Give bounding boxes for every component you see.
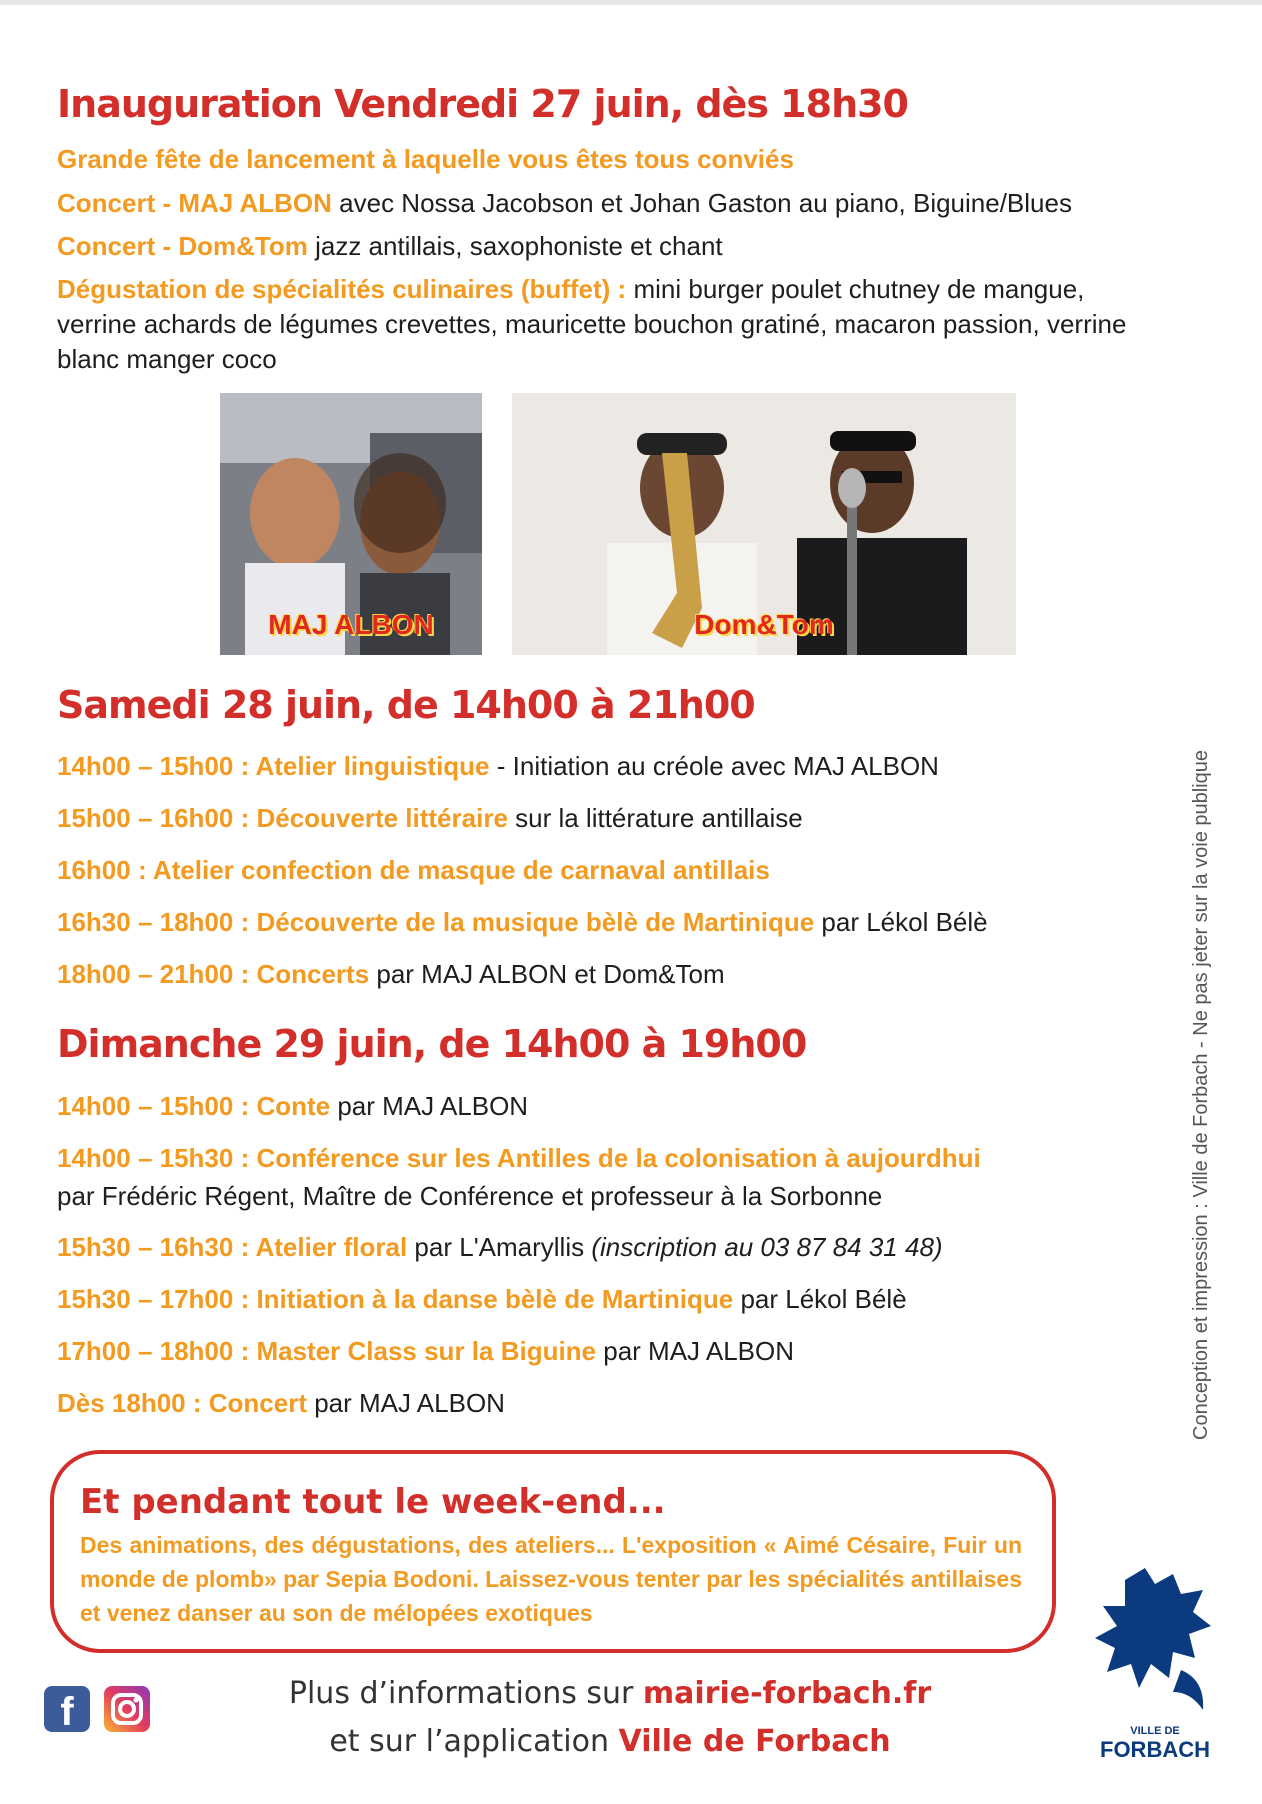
weekend-box	[50, 1450, 1056, 1653]
photo-caption-dom-tom: Dom&Tom	[694, 609, 834, 640]
dimanche-item-1: 14h00 – 15h00 : Conte par MAJ ALBON	[57, 1091, 529, 1121]
app-name: Ville de Forbach	[618, 1724, 891, 1759]
samedi-item-4: 16h30 – 18h00 : Découverte de la musique bèlè de Martinique par Lékol Bélè	[57, 907, 988, 937]
inauguration-intro: Grande fête de lancement à laquelle vous êtes tous conviés	[57, 144, 794, 174]
facebook-icon[interactable]: f	[44, 1686, 90, 1732]
instagram-icon[interactable]	[104, 1686, 150, 1732]
concert-dom-tom: Concert - Dom&Tom jazz antillais, saxophoniste et chant	[57, 231, 723, 261]
dimanche-item-2: 14h00 – 15h30 : Conférence sur les Antilles de la colonisation à aujourdhui	[57, 1143, 981, 1173]
degustation-text: Dégustation de spécialités culinaires (buffet) : mini burger poulet chutney de mangue, verrine achards de légumes crevettes, mauricette bouchon gratiné, macaron passion, verrine blanc manger coco	[57, 274, 1127, 374]
dimanche-item-2-detail: par Frédéric Régent, Maître de Conférence et professeur à la Sorbonne	[57, 1181, 883, 1211]
info-line-site: Plus d’informations sur mairie-forbach.fr	[288, 1676, 932, 1711]
dimanche-item-6: Dès 18h00 : Concert par MAJ ALBON	[57, 1388, 505, 1418]
photo-maj-albon	[220, 393, 482, 655]
samedi-item-5: 18h00 – 21h00 : Concerts par MAJ ALBON et Dom&Tom	[57, 959, 725, 989]
samedi-item-1: 14h00 – 15h00 : Atelier linguistique - Initiation au créole avec MAJ ALBON	[57, 751, 939, 781]
vertical-credit: Conception et impression : Ville de Forbach - Ne pas jeter sur la voie publique	[1190, 750, 1212, 1440]
top-border	[0, 0, 1262, 5]
logo-small-text: VILLE DE	[1130, 1725, 1180, 1737]
photo-dom-tom	[512, 393, 1016, 655]
weekend-title: Et pendant tout le week-end...	[80, 1482, 666, 1522]
weekend-text: Des animations, des dégustations, des ateliers... L'exposition « Aimé Césaire, Fuir un monde de plomb» par Sepia Bodoni. Laissez-vous tenter par les spécialités antillaises et venez danser au son de mélopées exotiques	[80, 1532, 1023, 1626]
concert-maj-albon: Concert - MAJ ALBON avec Nossa Jacobson et Johan Gaston au piano, Biguine/Blues	[57, 188, 1072, 218]
forbach-logo	[1085, 1560, 1225, 1763]
samedi-item-2: 15h00 – 16h00 : Découverte littéraire sur la littérature antillaise	[57, 803, 803, 833]
photo-caption-maj-albon: MAJ ALBON	[268, 609, 434, 640]
info-line-app: et sur l’application Ville de Forbach	[329, 1724, 891, 1759]
dimanche-item-5: 17h00 – 18h00 : Master Class sur la Biguine par MAJ ALBON	[57, 1336, 794, 1366]
dimanche-item-4: 15h30 – 17h00 : Initiation à la danse bèlè de Martinique par Lékol Bélè	[57, 1284, 907, 1314]
logo-big-text: FORBACH	[1100, 1737, 1210, 1762]
lion-icon	[1085, 1560, 1225, 1720]
dimanche-item-3: 15h30 – 16h30 : Atelier floral par L'Amaryllis (inscription au 03 87 84 31 48)	[57, 1232, 943, 1262]
site-link[interactable]: mairie-forbach.fr	[642, 1676, 932, 1711]
samedi-title: Samedi 28 juin, de 14h00 à 21h00	[57, 683, 755, 727]
inauguration-title: Inauguration Vendredi 27 juin, dès 18h30	[57, 82, 908, 126]
samedi-item-3: 16h00 : Atelier confection de masque de carnaval antillais	[57, 855, 770, 885]
dimanche-title: Dimanche 29 juin, de 14h00 à 19h00	[57, 1022, 807, 1066]
